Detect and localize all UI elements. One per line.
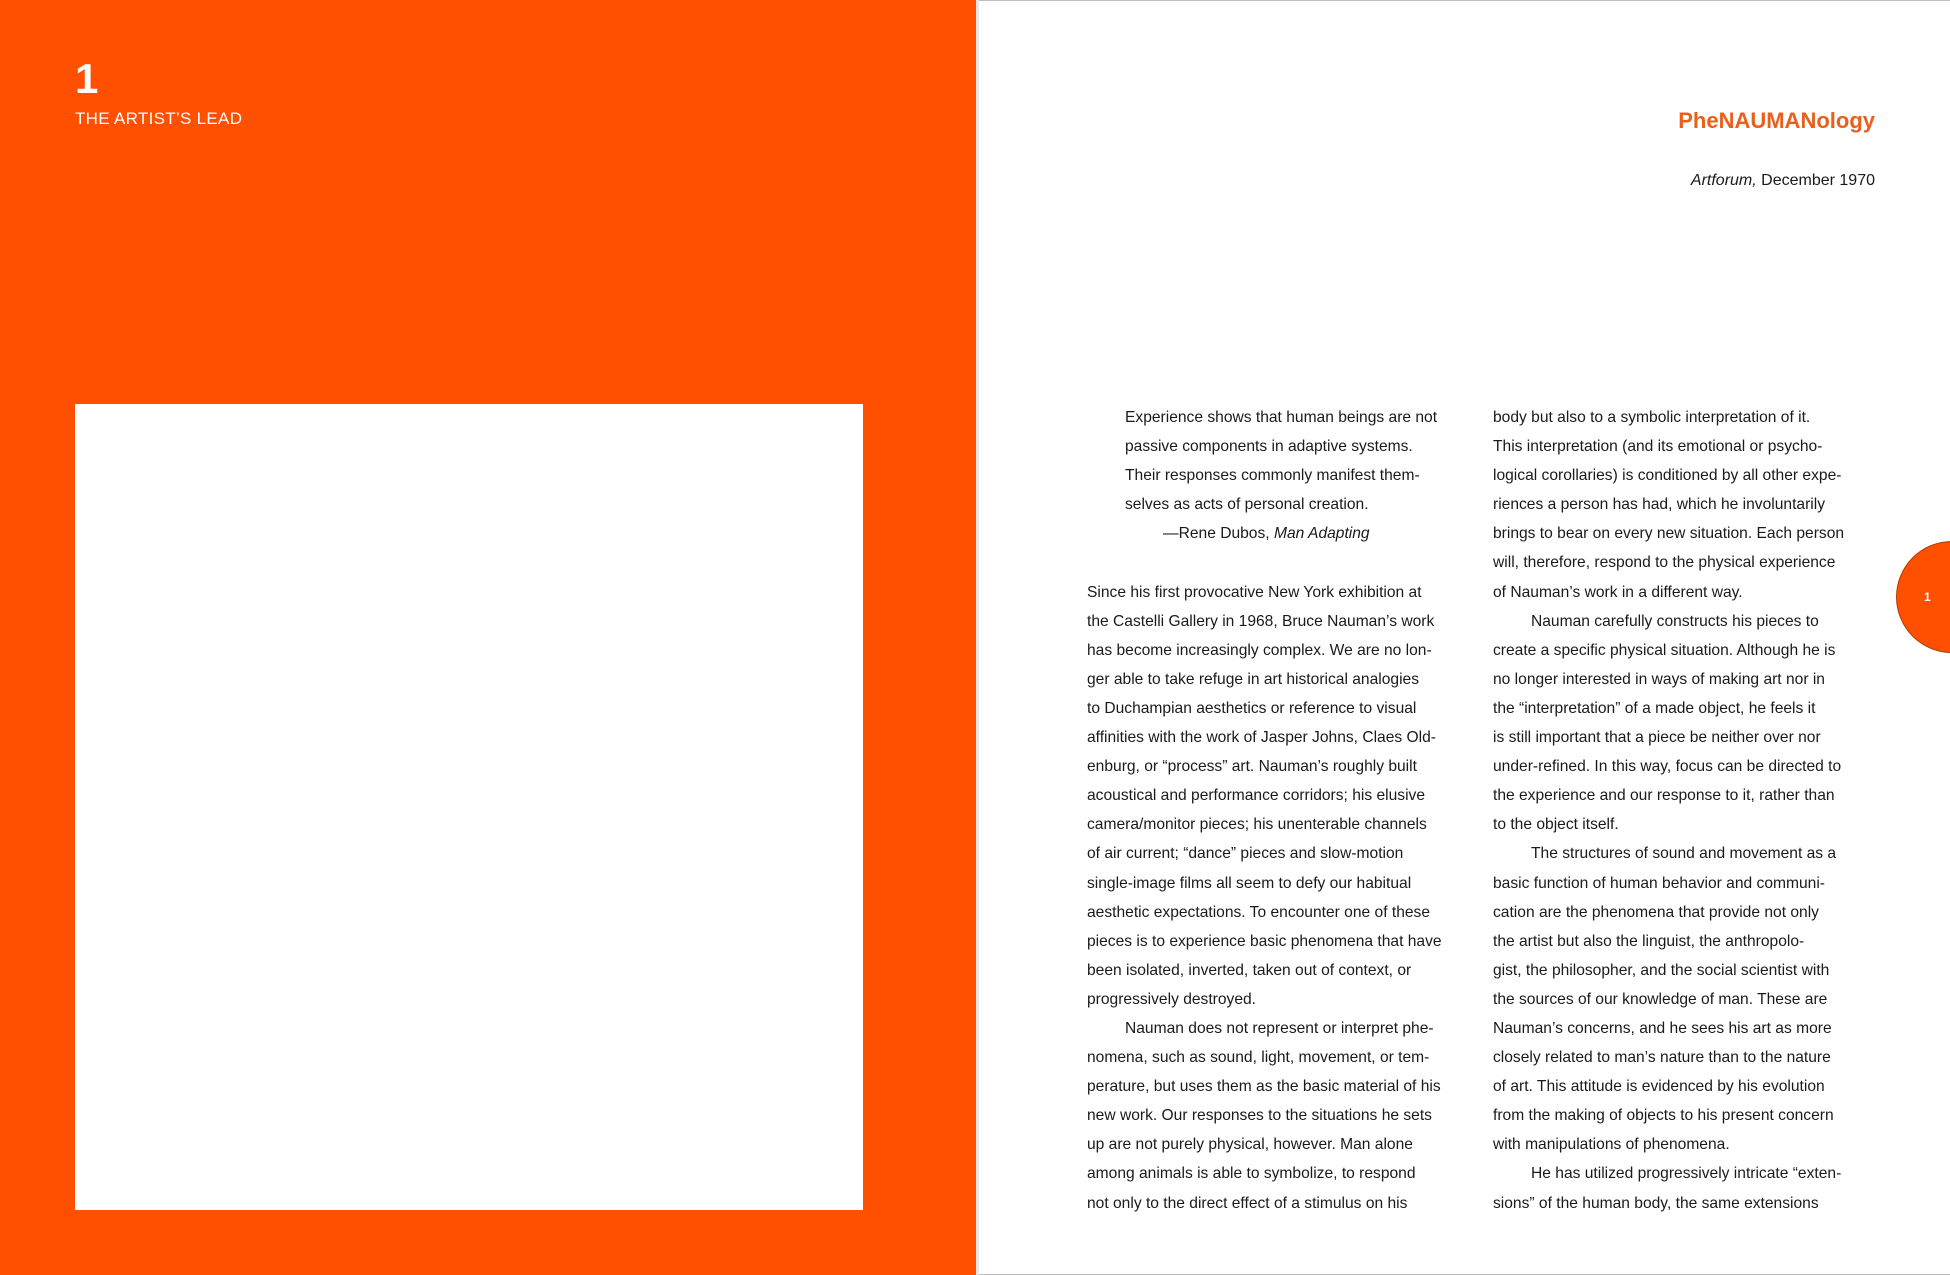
body-line: with manipulations of phenomena. [1493, 1136, 1730, 1154]
body-line: new work. Our responses to the situations he sets [1087, 1107, 1432, 1125]
source-publication: Artforum, [1690, 172, 1757, 189]
body-line: pieces is to experience basic phenomena that have [1087, 932, 1442, 950]
body-line: ger able to take refuge in art historical analogies [1087, 670, 1419, 688]
body-line: affinities with the work of Jasper Johns, Claes Old- [1087, 729, 1436, 747]
body-line: Since his first provocative New York exhibition at [1087, 583, 1422, 601]
page-number: 1 [1924, 590, 1931, 604]
body-line: single-image films all seem to defy our habitual [1087, 874, 1412, 892]
body-line: The structures of sound and movement as a [1531, 845, 1837, 863]
body-line: the artist but also the linguist, the anthropolo- [1493, 932, 1805, 950]
body-line: Nauman carefully constructs his pieces to [1531, 612, 1819, 630]
body-line: acoustical and performance corridors; his elusive [1087, 787, 1426, 805]
body-line: aesthetic expectations. To encounter one of these [1087, 903, 1431, 921]
body-line: create a specific physical situation. Although he is [1493, 641, 1836, 659]
body-line: the experience and our response to it, rather than [1493, 787, 1835, 805]
body-line: is still important that a piece be neither over nor [1493, 729, 1821, 747]
body-line: nomena, such as sound, light, movement, or tem- [1087, 1049, 1430, 1067]
paragraph-gap [1087, 548, 1475, 577]
image-placeholder [75, 404, 863, 1210]
body-line: the Castelli Gallery in 1968, Bruce Nauman’s work [1087, 612, 1435, 630]
body-line: not only to the direct effect of a stimulus on his [1087, 1194, 1408, 1212]
epigraph-line: Experience shows that human beings are not [1125, 409, 1438, 426]
epigraph-author: —Rene Dubos, [1163, 525, 1274, 543]
body-line: This interpretation (and its emotional or psycho- [1493, 438, 1823, 456]
chapter-number: 1 [75, 55, 99, 102]
body-line: has become increasingly complex. We are no lon- [1087, 641, 1432, 659]
body-line: Nauman does not represent or interpret phe- [1125, 1019, 1434, 1037]
body-line: been isolated, inverted, taken out of context, or [1087, 961, 1412, 979]
article-title: PheNAUMANology [1678, 108, 1875, 133]
body-line: of Nauman’s work in a different way. [1493, 583, 1743, 601]
body-line: He has utilized progressively intricate “exten- [1531, 1165, 1842, 1183]
body-line: no longer interested in ways of making art nor in [1493, 670, 1825, 688]
epigraph-line: selves as acts of personal creation. [1125, 496, 1369, 514]
epigraph-line: Their responses commonly manifest them- [1125, 467, 1420, 485]
body-line: gist, the philosopher, and the social scientist with [1493, 961, 1830, 979]
body-line: camera/monitor pieces; his unenterable channels [1087, 816, 1427, 834]
source-line [1691, 172, 1875, 190]
source-date: December 1970 [1756, 172, 1875, 189]
body-line: up are not purely physical, however. Man alone [1087, 1136, 1413, 1154]
epigraph-work: Man Adapting [1273, 525, 1370, 543]
chapter-title: THE ARTIST’S LEAD [75, 109, 243, 128]
body-line: cation are the phenomena that provide not only [1493, 903, 1819, 921]
body-line: logical corollaries) is conditioned by all other expe- [1493, 467, 1842, 485]
body-line: to Duchampian aesthetics or reference to visual [1087, 699, 1417, 717]
body-line: from the making of objects to his present concern [1493, 1107, 1834, 1125]
body-line: perature, but uses them as the basic material of his [1087, 1078, 1441, 1096]
epigraph-attribution [1087, 519, 1475, 548]
text-column-left [1087, 403, 1475, 1218]
body-line: closely related to man’s nature than to the nature [1493, 1049, 1831, 1067]
body-line: enburg, or “process” art. Nauman’s roughly built [1087, 758, 1417, 776]
body-line: basic function of human behavior and communi- [1493, 874, 1825, 892]
body-line: the sources of our knowledge of man. These are [1493, 990, 1828, 1008]
body-line: brings to bear on every new situation. Each person [1493, 525, 1845, 543]
body-line: will, therefore, respond to the physical experience [1493, 554, 1836, 572]
body-line: of art. This attitude is evidenced by his evolution [1493, 1078, 1825, 1096]
body-line: riences a person has had, which he involuntarily [1493, 496, 1825, 514]
body-line: the “interpretation” of a made object, he feels it [1493, 699, 1816, 717]
body-line: of air current; “dance” pieces and slow-motion [1087, 845, 1404, 863]
body-line: under-refined. In this way, focus can be directed to [1493, 758, 1842, 776]
text-column-right [1493, 403, 1883, 1218]
body-line: Nauman’s concerns, and he sees his art as more [1493, 1019, 1832, 1037]
body-line: body but also to a symbolic interpretation of it. [1493, 409, 1811, 426]
body-line: sions” of the human body, the same extensions [1493, 1194, 1819, 1212]
body-line: among animals is able to symbolize, to respond [1087, 1165, 1416, 1183]
body-line: progressively destroyed. [1087, 990, 1257, 1008]
body-line: to the object itself. [1493, 816, 1619, 834]
epigraph-line: passive components in adaptive systems. [1125, 438, 1413, 456]
